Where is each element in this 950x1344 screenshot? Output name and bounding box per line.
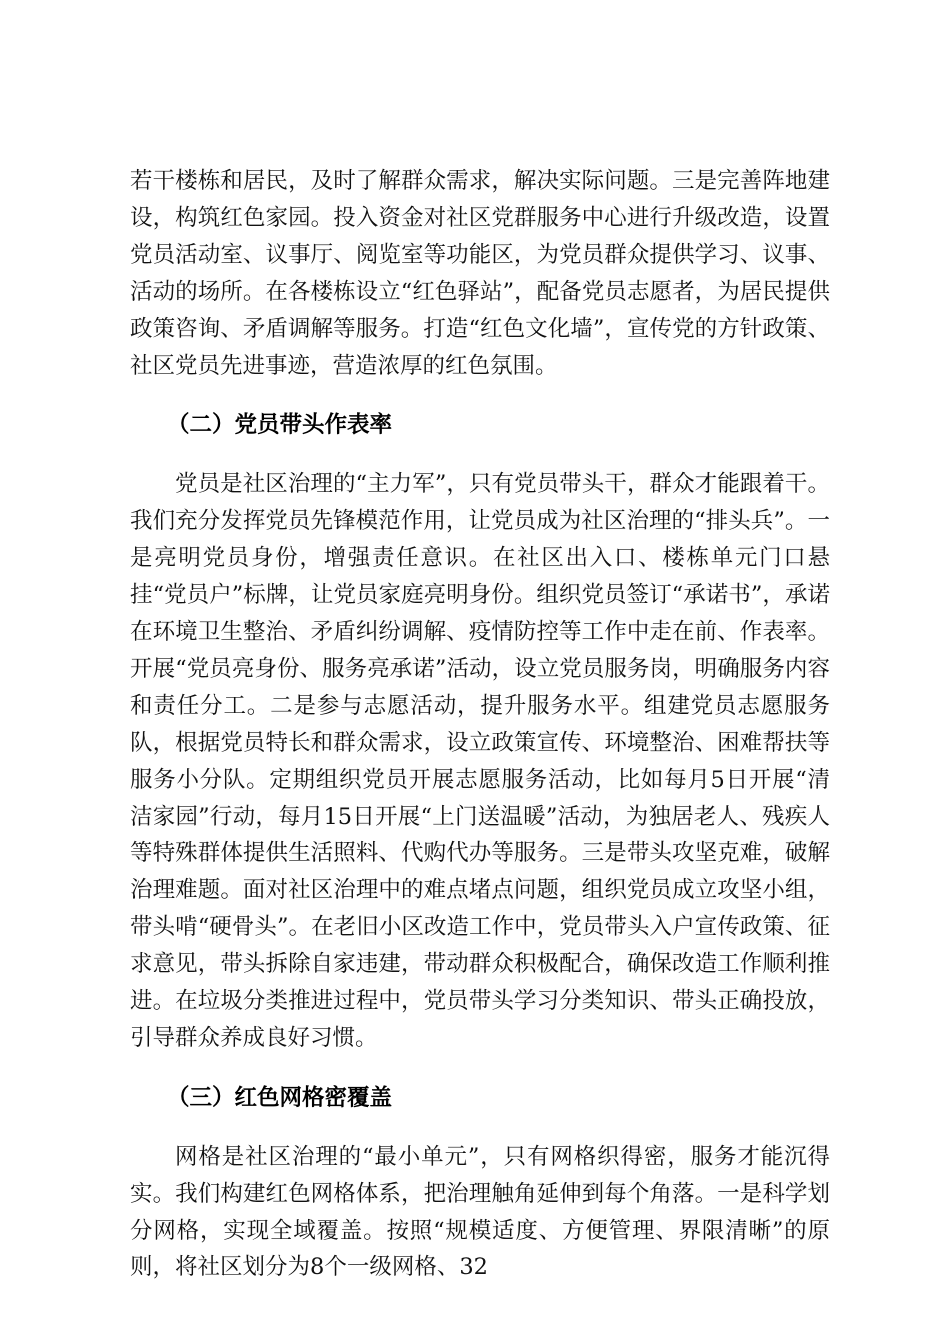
- section-heading-3: （三）红色网格密覆盖: [167, 1084, 393, 1111]
- paragraph-party-members: 党员是社区治理的“主力军”，只有党员带头干，群众才能跟着干。我们充分发挥党员先锋模范作用，让党员成为社区治理的“排头兵”。一是亮明党员身份，增强责任意识。在社区出入口、楼栋单元门口悬挂“党员户”标牌，让党员家庭亮明身份。组织党员签订“承诺书”，承诺在环境卫生整治、矛盾纠纷调解、疫情防控等工作中走在前、作表率。开展“党员亮身份、服务亮承诺”活动，设立党员服务岗，明确服务内容和责任分工。二是参与志愿活动，提升服务水平。组建党员志愿服务队，根据党员特长和群众需求，设立政策宣传、环境整治、困难帮扶等服务小分队。定期组织党员开展志愿服务活动，比如每月5日开展“清洁家园”行动，每月15日开展“上门送温暖”活动，为独居老人、残疾人等特殊群体提供生活照料、代购代办等服务。三是带头攻坚克难，破解治理难题。面对社区治理中的难点堵点问题，组织党员成立攻坚小组，带头啃“硬骨头”。在老旧小区改造工作中，党员带头入户宣传政策、征求意见，带头拆除自家违建，带动群众积极配合，确保改造工作顺利推进。在垃圾分类推进过程中，党员带头学习分类知识、带头正确投放，引导群众养成良好习惯。: [130, 471, 830, 1051]
- spacer: [130, 444, 830, 466]
- spacer: [130, 384, 830, 407]
- spacer: [130, 1057, 830, 1080]
- spacer: [130, 1117, 830, 1139]
- document-body: [130, 163, 830, 1286]
- paragraph-grid-coverage: 网格是社区治理的“最小单元”，只有网格织得密，服务才能沉得实。我们构建红色网格体系，把治理触角延伸到每个角落。一是科学划分网格，实现全域覆盖。按照“规模适度、方便管理、界限清晰”的原则，将社区划分为8个一级网格、32: [130, 1143, 830, 1281]
- section-heading-2: （二）党员带头作表率: [167, 412, 393, 439]
- paragraph-continued: 若干楼栋和居民，及时了解群众需求，解决实际问题。三是完善阵地建设，构筑红色家园。投入资金对社区党群服务中心进行升级改造，设置党员活动室、议事厅、阅览室等功能区，为党员群众提供学习、议事、活动的场所。在各楼栋设立“红色驿站”，配备党员志愿者，为居民提供政策咨询、矛盾调解等服务。打造“红色文化墙”，宣传党的方针政策、社区党员先进事迹，营造浓厚的红色氛围。: [130, 168, 830, 379]
